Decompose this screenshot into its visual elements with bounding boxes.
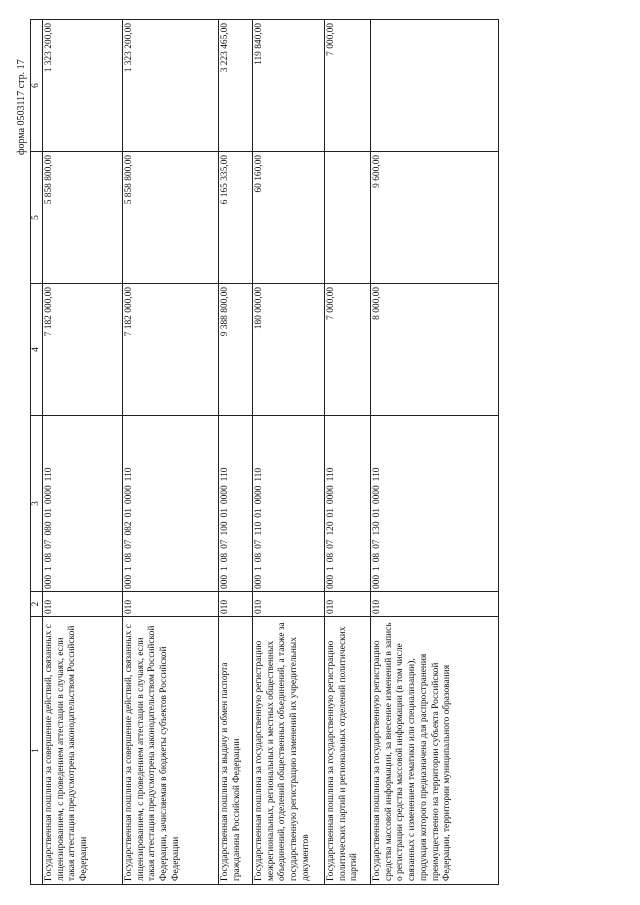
row-name: Государственная пошлина за совершение действий, связанных с лицензированием, с проведением аттестации в случаях, если такая аттестация предусмотрена законодательством Российской Федерации, зачисляемая в бюджеты субъектов Российской Федерации <box>123 617 219 885</box>
col-header-1: 1 <box>31 617 43 885</box>
kbk-code: 00010807082010000110 <box>123 416 219 592</box>
kbk-code: 00010807130010000110 <box>371 416 499 592</box>
unexecuted-value: 1 323 200,00 <box>43 20 123 152</box>
line-code: 010 <box>43 592 123 617</box>
unexecuted-value: 119 840,00 <box>253 20 325 152</box>
row-name: Государственная пошлина за выдачу и обмен паспорта гражданина Российской Федерации <box>219 617 253 885</box>
approved-value: 7 182 000,00 <box>43 284 123 416</box>
approved-value: 7 000,00 <box>325 284 371 416</box>
kbk-code: 00010807120010000110 <box>325 416 371 592</box>
table-row <box>43 20 123 885</box>
line-code: 010 <box>219 592 253 617</box>
row-name: Государственная пошлина за государственную регистрацию средства массовой информации, за внесение изменений в запись о регистрации средства массовой информации (в том числе связанных с изменением тематики или специализации), продукция которого предназначена для распространения преимущественно на территории субъекта Российской Федерации, территории муниципального образования <box>371 617 499 885</box>
executed-value: 9 600,00 <box>371 152 499 284</box>
executed-value <box>325 152 371 284</box>
col-header-2: 2 <box>31 592 43 617</box>
kbk-code: 00010807110010000110 <box>253 416 325 592</box>
table-row <box>325 20 371 885</box>
line-code: 010 <box>123 592 219 617</box>
line-code: 010 <box>371 592 499 617</box>
kbk-code: 00010807100010000110 <box>219 416 253 592</box>
kbk-code: 00010807080010000110 <box>43 416 123 592</box>
executed-value: 5 858 800,00 <box>123 152 219 284</box>
executed-value: 5 858 800,00 <box>43 152 123 284</box>
col-header-6: 6 <box>31 20 43 152</box>
executed-value: 6 165 335,00 <box>219 152 253 284</box>
unexecuted-value: 7 000,00 <box>325 20 371 152</box>
unexecuted-value: 1 323 200,00 <box>123 20 219 152</box>
form-label: форма 0503117 стр. 17 <box>16 59 27 155</box>
col-header-5: 5 <box>31 152 43 284</box>
line-code: 010 <box>325 592 371 617</box>
unexecuted-value <box>371 20 499 152</box>
col-header-3: 3 <box>31 416 43 592</box>
header-row <box>31 20 43 885</box>
approved-value: 9 388 800,00 <box>219 284 253 416</box>
line-code: 010 <box>253 592 325 617</box>
table-row <box>123 20 219 885</box>
table-row <box>219 20 253 885</box>
executed-value: 60 160,00 <box>253 152 325 284</box>
row-name: Государственная пошлина за государственную регистрацию политических партий и региональных отделений политических партий <box>325 617 371 885</box>
row-name: Государственная пошлина за государственную регистрацию межрегиональных, региональных и местных общественных объединений, отделений общественных объединений, а также за государственную регистрацию изменений их учредительных документов <box>253 617 325 885</box>
table-row <box>371 20 499 885</box>
income-table <box>30 19 499 885</box>
approved-value: 8 000,00 <box>371 284 499 416</box>
table-row <box>253 20 325 885</box>
approved-value: 7 182 000,00 <box>123 284 219 416</box>
row-name: Государственная пошлина за совершение действий, связанных с лицензированием, с проведением аттестации в случаях, если такая аттестация предусмотрена законодательством Российской Федерации <box>43 617 123 885</box>
unexecuted-value: 3 223 465,00 <box>219 20 253 152</box>
approved-value: 180 000,00 <box>253 284 325 416</box>
col-header-4: 4 <box>31 284 43 416</box>
